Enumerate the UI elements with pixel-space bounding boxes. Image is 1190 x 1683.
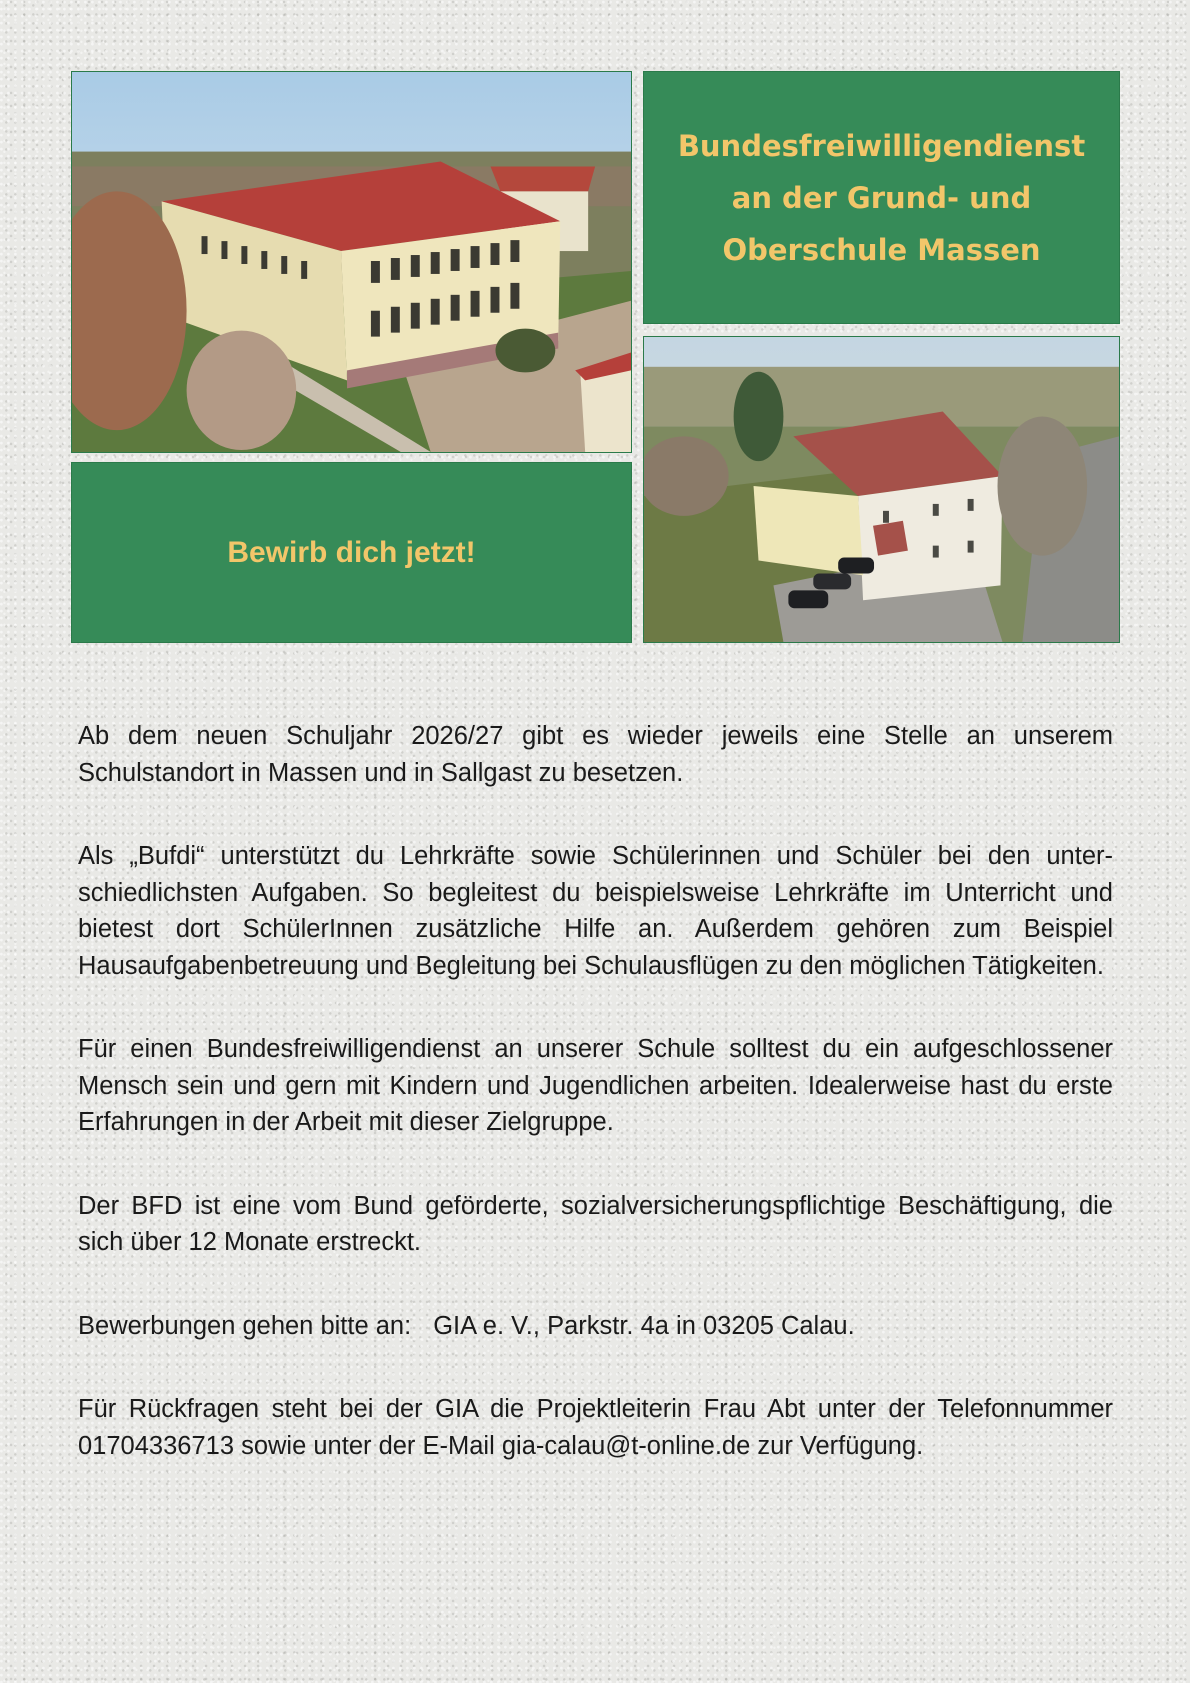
intro-paragraph: Ab dem neuen Schuljahr 2026/27 gibt es wieder jeweils eine Stelle an unserem Schulstandort in Massen und in Sallgast zu besetzen. [78, 722, 1113, 787]
title-panel [643, 71, 1120, 324]
cta-panel [71, 462, 632, 643]
requirements-paragraph: Für einen Bundesfreiwilligendienst an unserer Schule solltest du ein aufgeschlossener Mensch sein und gern mit Kindern und Jugendlichen arbeiten. Idealerweise hast du erste Erfahrungen in der Arbeit mit dieser Zielgruppe. [78, 1035, 1113, 1136]
body-text [78, 718, 1113, 1464]
application-label: Bewerbungen gehen bitte an: [78, 1311, 412, 1340]
tasks-paragraph: Als „Bufdi“ unterstützt du Lehrkräfte sowie Schülerinnen und Schüler bei den unterschiedlichsten Aufgaben. So begleitest du beispielsweise Lehrkräfte im Unterricht und bietest dort SchülerInnen zusätzliche Hilfe an. Außerdem gehören zum Beispiel Hausaufgabenbetreuung und Begleitung bei Schulausflügen zu den möglichen Tätigkeiten. [78, 842, 1113, 980]
contact-paragraph: Für Rückfragen steht bei der GIA die Projektleiterin Frau Abt unter der Telefonnummer 01704336713 sowie unter der E-Mail gia-calau@t-online.de zur Verfügung. [78, 1395, 1113, 1460]
application-paragraph [78, 1308, 1113, 1345]
school-building-photo [71, 71, 632, 453]
page-title: Bundesfreiwilligendienst an der Grund- und Oberschule Massen [677, 128, 1086, 267]
second-building-photo [643, 336, 1120, 643]
bfd-info-paragraph: Der BFD ist eine vom Bund geförderte, sozialversicherungspflichtige Beschäftigung, die sich über 12 Monate erstreckt. [78, 1191, 1113, 1256]
cta-text: Bewirb dich jetzt! [227, 535, 476, 569]
application-address: GIA e. V., Parkstr. 4a in 03205 Calau. [433, 1311, 855, 1340]
